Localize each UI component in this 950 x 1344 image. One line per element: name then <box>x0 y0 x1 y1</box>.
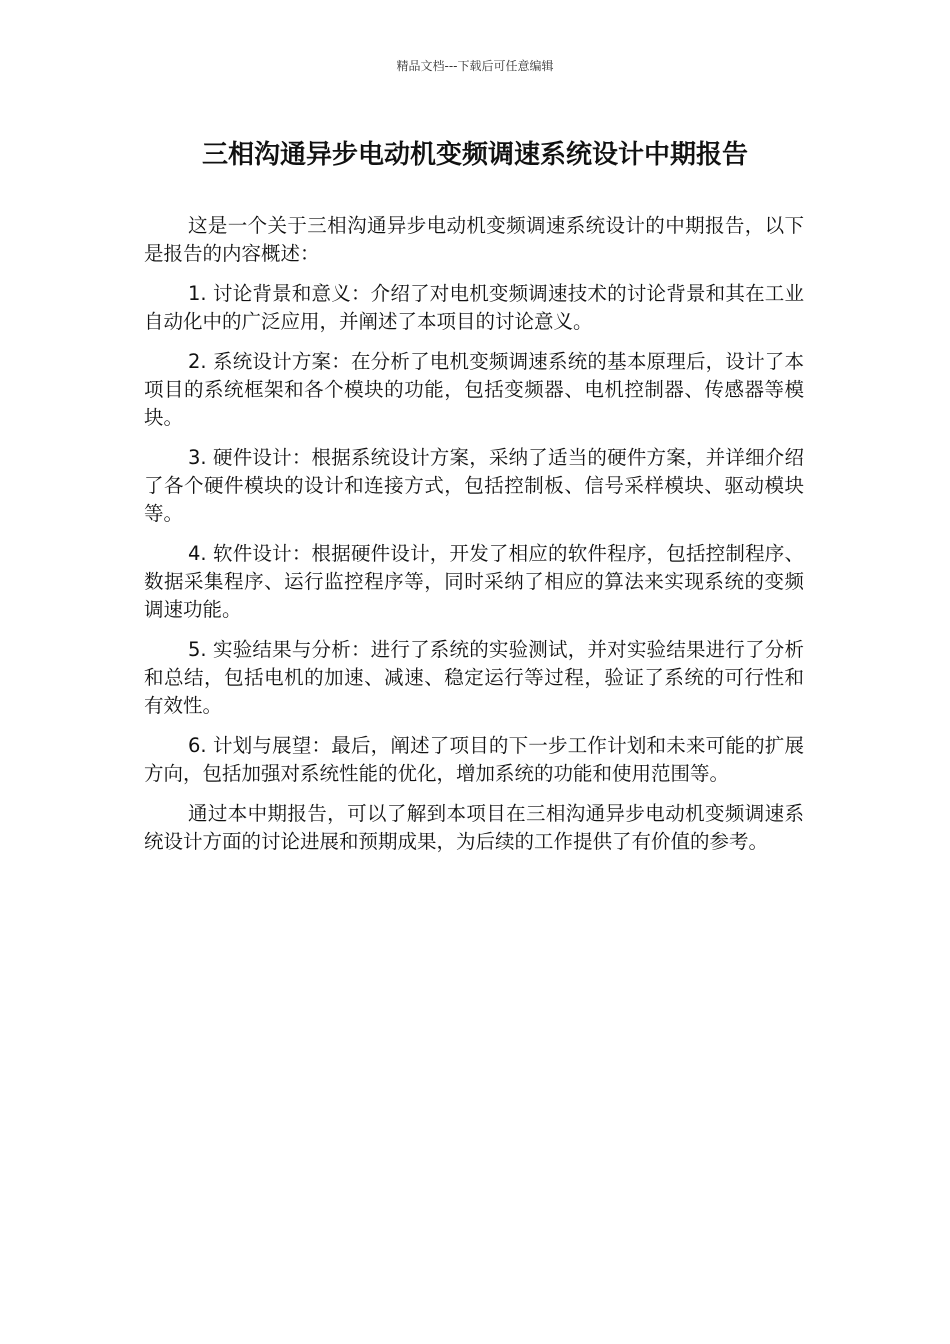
section-hardware-design-paragraph: 3. 硬件设计：根据系统设计方案，采纳了适当的硬件方案，并详细介绍了各个硬件模块的设计和连接方式，包括控制板、信号采样模块、驱动模块等。 <box>144 446 804 525</box>
page-header: 精品文档---下载后可任意编辑 <box>396 59 554 73</box>
section-plan-outlook-paragraph: 6. 计划与展望：最后，阐述了项目的下一步工作计划和未来可能的扩展方向，包括加强对系统性能的优化，增加系统的功能和使用范围等。 <box>144 734 804 785</box>
document-title: 三相沟通异步电动机变频调速系统设计中期报告 <box>201 140 748 170</box>
conclusion-paragraph: 通过本中期报告，可以了解到本项目在三相沟通异步电动机变频调速系统设计方面的讨论进展和预期成果，为后续的工作提供了有价值的参考。 <box>144 802 804 853</box>
section-experiment-results-paragraph: 5. 实验结果与分析：进行了系统的实验测试，并对实验结果进行了分析和总结，包括电机的加速、减速、稳定运行等过程，验证了系统的可行性和有效性。 <box>144 638 804 717</box>
section-background-paragraph: 1. 讨论背景和意义：介绍了对电机变频调速技术的讨论背景和其在工业自动化中的广泛应用，并阐述了本项目的讨论意义。 <box>144 282 804 333</box>
section-system-design-paragraph: 2. 系统设计方案：在分析了电机变频调速系统的基本原理后，设计了本项目的系统框架和各个模块的功能，包括变频器、电机控制器、传感器等模块。 <box>144 350 804 429</box>
section-software-design-paragraph: 4. 软件设计：根据硬件设计，开发了相应的软件程序，包括控制程序、数据采集程序、运行监控程序等，同时采纳了相应的算法来实现系统的变频调速功能。 <box>144 542 804 621</box>
intro-paragraph: 这是一个关于三相沟通异步电动机变频调速系统设计的中期报告，以下是报告的内容概述： <box>144 214 804 265</box>
document-body <box>144 212 804 868</box>
